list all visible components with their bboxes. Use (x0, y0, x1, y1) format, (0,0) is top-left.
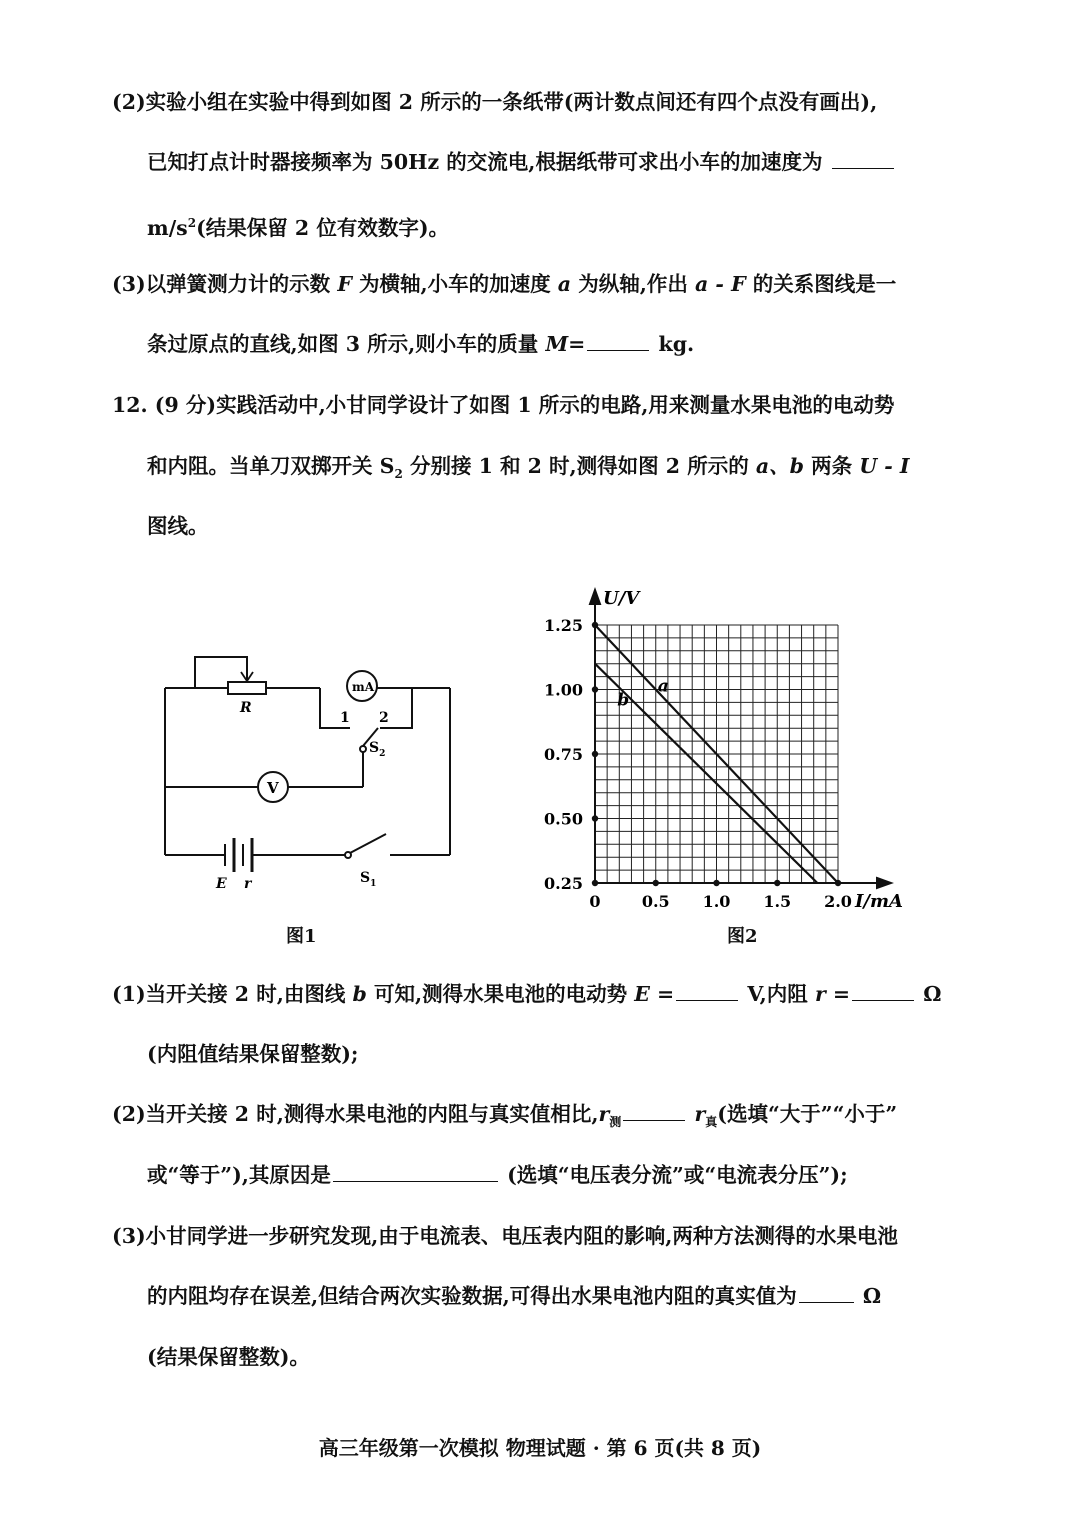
q12-sub3-line1: (3)小甘同学进一步研究发现,由于电流表、电压表内阻的影响,两种方法测得的水果电池 (112, 1224, 898, 1248)
x-axis-label: I/mA (855, 891, 904, 912)
y-tick-label: 0.25 (544, 874, 583, 893)
q12-sub3-line3: (结果保留整数)。 (147, 1345, 310, 1369)
milliammeter-icon: mA (352, 680, 375, 694)
internal-resistance-label: r (244, 876, 252, 892)
resistor-label: R (240, 700, 252, 716)
voltmeter-icon: V (267, 779, 279, 797)
x-tick-dot (713, 880, 719, 886)
x-tick-label: 1.5 (763, 892, 792, 911)
answer-blank[interactable] (676, 982, 738, 1001)
ui-graph (525, 580, 915, 915)
emf-label: E (216, 876, 227, 892)
q12-intro-line2: 和内阻。当单刀双掷开关 $S_2$ 分别接 1 和 2 时,测得如图 2 所示的 a、b 两条 U - I (147, 454, 910, 482)
x-tick-dot (774, 880, 780, 886)
q11-part2-line3: $m/s^2$(结果保留 2 位有效数字)。 (147, 215, 450, 240)
terminal-1-label: 1 (340, 710, 350, 726)
q11-part3-line2: 条过原点的直线,如图 3 所示,则小车的质量 M= kg. (147, 332, 695, 356)
q12-sub2-line2: 或“等于”),其原因是 (选填“电压表分流”或“电流表分压”); (147, 1163, 848, 1187)
y-tick-label: 1.00 (544, 680, 583, 700)
x-axis-arrow-icon (877, 878, 891, 888)
q12-intro-line3: 图线。 (147, 514, 209, 538)
answer-blank[interactable] (852, 982, 914, 1001)
page-footer: 高三年级第一次模拟 物理试题 · 第 6 页(共 8 页) (318, 1436, 762, 1460)
y-tick-label: 0.50 (544, 809, 583, 829)
y-tick-dot (592, 686, 598, 692)
q12-sub2-line1: (2)当开关接 2 时,测得水果电池的内阻与真实值相比$,r_测$ $r_真$(选填“大于”“小于” (112, 1102, 898, 1130)
x-tick-label: 1.0 (702, 892, 731, 911)
q12-sub1-line1: (1)当开关接 2 时,由图线 b 可知,测得水果电池的电动势 E = V,内阻 r = Ω (112, 982, 942, 1006)
answer-blank[interactable] (623, 1102, 685, 1121)
switch-s2-label: $S_2$ (369, 740, 386, 759)
answer-blank[interactable] (832, 150, 894, 169)
q11-part2-line2: 已知打点计时器接频率为 50Hz 的交流电,根据纸带可求出小车的加速度为 (147, 148, 896, 176)
x-tick-label: 0 (589, 892, 601, 911)
y-tick-label: 1.25 (544, 616, 583, 635)
y-tick-label: 0.75 (544, 745, 583, 764)
answer-blank[interactable] (799, 1284, 854, 1303)
x-tick-dot (653, 880, 659, 886)
figure2-caption: 图2 (727, 926, 758, 947)
switch-s1-label: $S_1$ (360, 870, 377, 889)
y-tick-dot (592, 815, 598, 821)
y-axis-arrow-icon (590, 590, 600, 604)
figure1-caption: 图1 (286, 926, 317, 947)
series-label-b: b (617, 690, 630, 711)
q12-sub1-line2: (内阻值结果保留整数); (147, 1042, 359, 1066)
answer-blank[interactable] (333, 1163, 498, 1182)
q12-intro-line1: 12. (9 分)实践活动中,小甘同学设计了如图 1 所示的电路,用来测量水果电池的电动势 (112, 393, 895, 417)
q11-part2-line1: (2)实验小组在实验中得到如图 2 所示的一条纸带(两计数点间还有四个点没有画出), (112, 90, 878, 114)
y-axis-label: U/V (603, 588, 640, 609)
answer-blank[interactable] (587, 332, 649, 351)
terminal-2-label: 2 (379, 710, 389, 726)
y-tick-dot (592, 751, 598, 757)
circuit-diagram (150, 640, 470, 900)
series-label-a: a (657, 676, 669, 697)
q12-sub3-line2: 的内阻均存在误差,但结合两次实验数据,可得出水果电池内阻的真实值为 Ω (147, 1284, 882, 1308)
y-tick-dot (592, 880, 598, 886)
q11-part3-line1: (3)以弹簧测力计的示数 F 为横轴,小车的加速度 a 为纵轴,作出 a - F 的关系图线是一 (112, 272, 897, 296)
x-tick-label: 0.5 (641, 892, 670, 911)
x-tick-label: 2.0 (824, 892, 852, 911)
